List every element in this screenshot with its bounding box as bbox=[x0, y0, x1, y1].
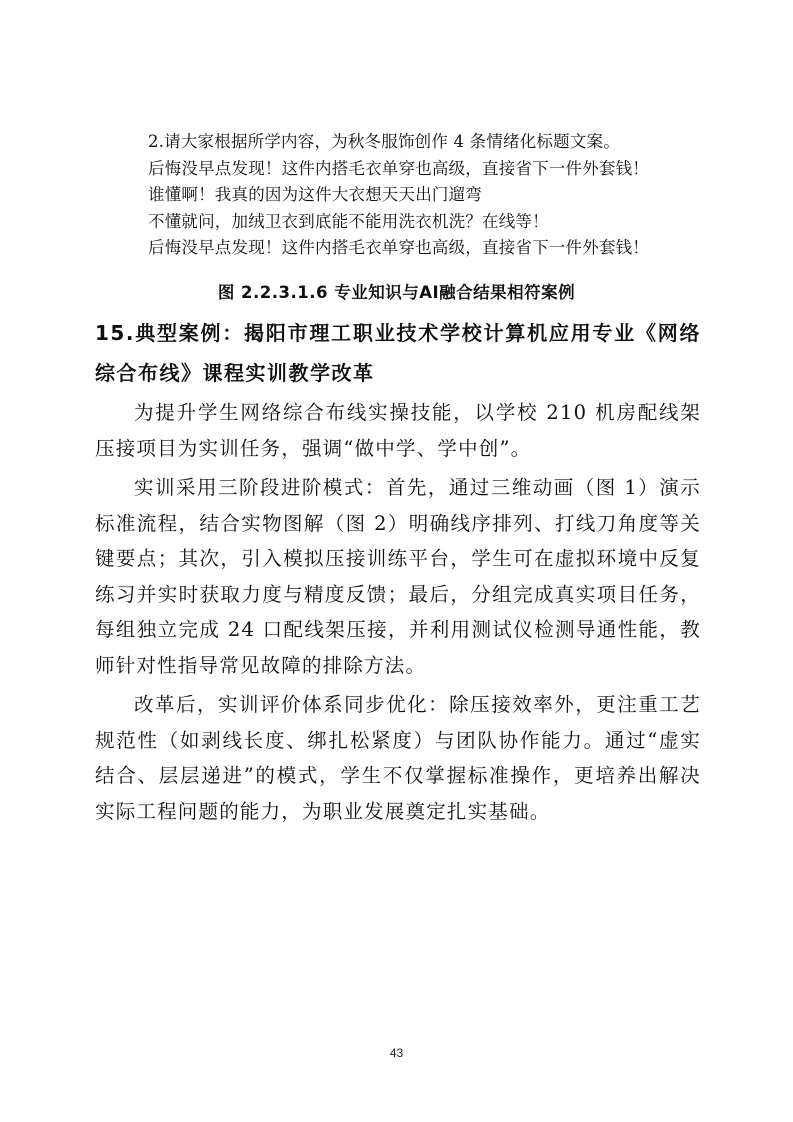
body-paragraph: 实训采用三阶段进阶模式：首先，通过三维动画（图 1）演示标准流程，结合实物图解（图 2）明确线序排列、打线刀角度等关键要点；其次，引入模拟压接训练平台，学生可在虚拟环境中反复练习并实时获取力度与精度反馈；最后，分组完成真实项目任务，每组独立完成 24 口配线架压接，并利用测试仪检测导通性能，教师针对性指导常见故障的排除方法。 bbox=[95, 476, 701, 677]
body-paragraph: 为提升学生网络综合布线实操技能，以学校 210 机房配线架压接项目为实训任务，强调“做中学、学中创”。 bbox=[95, 401, 701, 460]
figure-answer-line: 不懂就问，加绒卫衣到底能不能用洗衣机洗？在线等！ bbox=[148, 211, 549, 231]
section-heading: 15.典型案例：揭阳市理工职业技术学校计算机应用专业《网络综合布线》课程实训教学改革 bbox=[95, 321, 701, 385]
figure-answer-line: 谁懂啊！我真的因为这件大衣想天天出门遛弯 bbox=[148, 185, 482, 204]
figure-text-block bbox=[148, 129, 708, 262]
figure-prompt-line: 2.请大家根据所学内容，为秋冬服饰创作 4 条情绪化标题文案。 bbox=[148, 132, 620, 151]
figure-answer-line: 后悔没早点发现！这件内搭毛衣单穿也高级，直接省下一件外套钱！ bbox=[148, 158, 649, 178]
figure-answer-line: 后悔没早点发现！这件内搭毛衣单穿也高级，直接省下一件外套钱！ bbox=[148, 238, 649, 257]
body-paragraph: 改革后，实训评价体系同步优化：除压接效率外，更注重工艺规范性（如剥线长度、绑扎松紧度）与团队协作能力。通过“虚实结合、层层递进”的模式，学生不仅掌握标准操作，更培养出解决实际工程问题的能力，为职业发展奠定扎实基础。 bbox=[95, 693, 701, 823]
figure-caption: 图 2.2.3.1.6 专业知识与AI融合结果相符案例 bbox=[217, 283, 576, 302]
page-number: 43 bbox=[389, 1046, 404, 1060]
section-body bbox=[95, 395, 701, 829]
